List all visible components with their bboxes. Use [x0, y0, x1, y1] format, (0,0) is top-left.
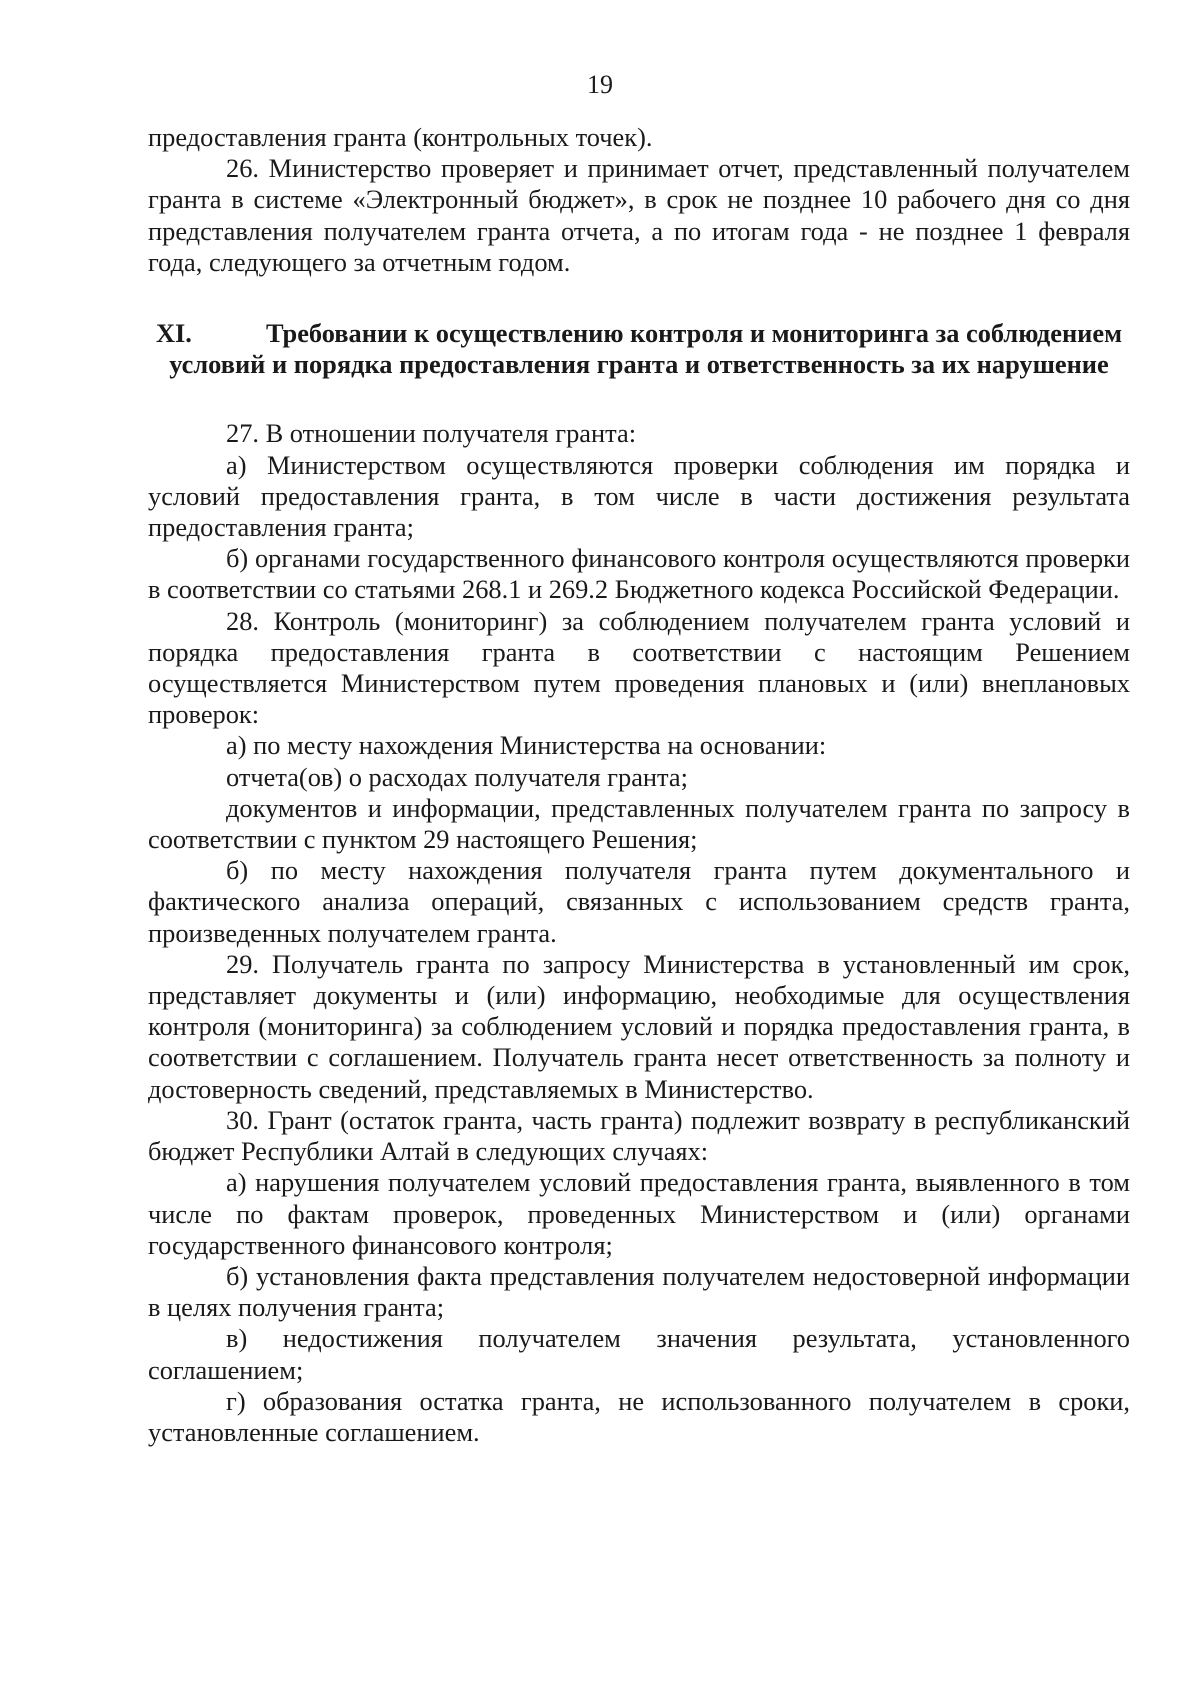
- section-number: XI.: [155, 318, 192, 349]
- paragraph-26: 26. Министерство проверяет и принимает отчет, представленный получателем гранта в системе «Электронный бюджет», в срок не позднее 10 рабочего дня со дня представления получателем гранта отчета, а по итогам года - не позднее 1 февраля года, следующего за отчетным годом.: [148, 153, 1130, 277]
- section-heading: [148, 318, 1130, 380]
- paragraph-30d: г) образования остатка гранта, не использованного получателем в сроки, установленные соглашением.: [148, 1385, 1130, 1447]
- paragraph-30c: в) недостижения получателем значения результата, установленного соглашением;: [148, 1323, 1130, 1385]
- paragraph-28: 28. Контроль (мониторинг) за соблюдением получателем гранта условий и порядка предоставления гранта в соответствии с настоящим Решением осуществляется Министерством путем проведения плановых и (или) внеплановых проверок:: [148, 605, 1130, 730]
- document-body: [148, 122, 1130, 1448]
- paragraph-27: 27. В отношении получателя гранта:: [226, 418, 637, 449]
- paragraph-29: 29. Получатель гранта по запросу Министерства в установленный им срок, представляет документы и (или) информацию, необходимые для осуществления контроля (мониторинга) за соблюдением условий и порядка предоставления гранта, в соответствии с соглашением. Получатель гранта несет ответственность за полноту и достоверность сведений, представляемых в Министерство.: [148, 948, 1130, 1104]
- page-number: 19: [587, 70, 613, 99]
- paragraph-28a-item2: документов и информации, представленных получателем гранта по запросу в соответствии с пунктом 29 настоящего Решения;: [148, 792, 1130, 855]
- paragraph-30b: б) установления факта представления получателем недостоверной информации в целях получения гранта;: [148, 1260, 1130, 1323]
- paragraph-28a: а) по месту нахождения Министерства на основании:: [226, 730, 827, 761]
- section-title: Требовании к осуществлению контроля и мониторинга за соблюдением условий и порядка предоставления гранта и ответственность за их нарушение: [169, 318, 1123, 380]
- paragraph-30: 30. Грант (остаток гранта, часть гранта) подлежит возврату в республиканский бюджет Республики Алтай в следующих случаях:: [148, 1104, 1130, 1167]
- paragraph-30a: а) нарушения получателем условий предоставления гранта, выявленного в том числе по фактам проверок, проведенных Министерством и (или) органами государственного финансового контроля;: [148, 1167, 1130, 1260]
- paragraph-continuation: предоставления гранта (контрольных точек).: [148, 122, 653, 152]
- paragraph-27a: а) Министерством осуществляются проверки соблюдения им порядка и условий предоставления гранта, в том числе в части достижения результата предоставления гранта;: [148, 449, 1130, 543]
- paragraph-27b: б) органами государственного финансового контроля осуществляются проверки в соответствии со статьями 268.1 и 269.2 Бюджетного кодекса Российской Федерации.: [148, 543, 1130, 605]
- paragraph-28a-item1: отчета(ов) о расходах получателя гранта;: [226, 761, 688, 792]
- paragraph-28b: б) по месту нахождения получателя гранта путем документального и фактического анализа операций, связанных с использованием средств гранта, произведенных получателем гранта.: [148, 855, 1130, 948]
